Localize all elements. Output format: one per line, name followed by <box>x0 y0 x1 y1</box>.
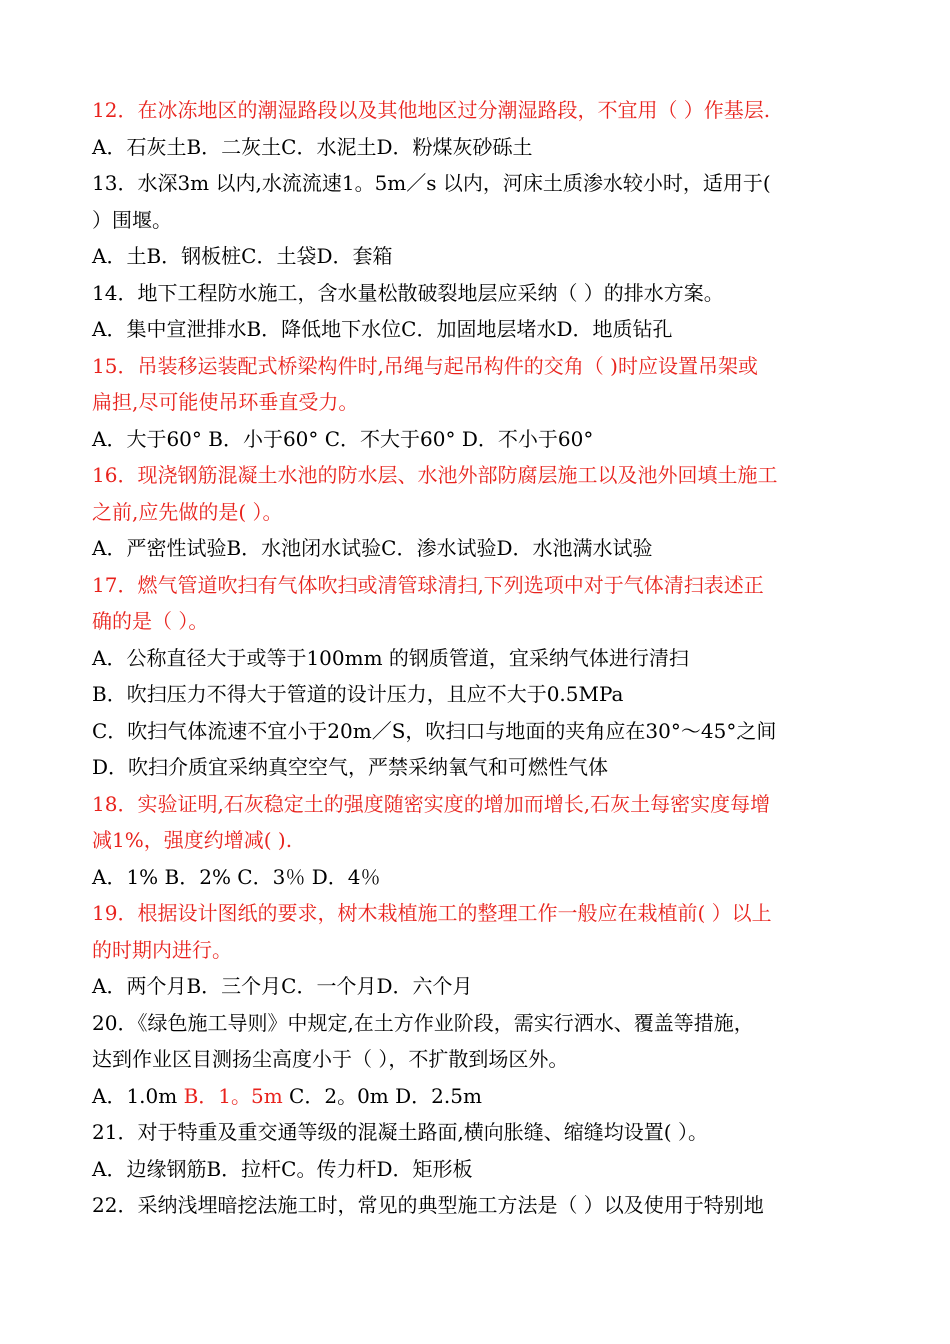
text-line: A．严密性试验B．水池闭水试验C．渗水试验D．水池满水试验 <box>92 536 653 560</box>
text-line: B．吹扫压力不得大于管道的设计压力，且应不大于0.5MPa <box>92 682 624 706</box>
text-line: 22．采纳浅埋暗挖法施工时，常见的典型施工方法是（ ）以及使用于特别地 <box>92 1193 764 1217</box>
text-line: A．石灰土B．二灰土C．水泥土D．粉煤灰砂砾土 <box>92 134 533 159</box>
text-line: A．公称直径大于或等于100mm 的钢质管道，宜采纳气体进行清扫 <box>92 645 689 670</box>
text-line: 21．对于特重及重交通等级的混凝土路面,横向胀缝、缩缝均设置( ）。 <box>92 1120 708 1144</box>
text-line: 确的是（ ）。 <box>92 609 209 633</box>
text-line: A．边缘钢筋B．拉杆C。传力杆D．矩形板 <box>92 1156 473 1181</box>
text-line: 之前,应先做的是( ）。 <box>92 499 283 524</box>
text-line: 16．现浇钢筋混凝土水池的防水层、水池外部防腐层施工以及池外回填土施工 <box>92 463 778 487</box>
text-line: A．大于60° B．小于60° C．不大于60° D．不小于60° <box>92 426 594 451</box>
text-line: A．土B．钢板桩C．土袋D．套箱 <box>92 244 393 268</box>
text-line: D．吹扫介质宜采纳真空空气，严禁采纳氧气和可燃性气体 <box>92 755 609 779</box>
text-line: 达到作业区目测扬尘高度小于（ ），不扩散到场区外。 <box>92 1047 569 1071</box>
text-line: A．集中宣泄排水B．降低地下水位C．加固地层堵水D．地质钻孔 <box>92 317 673 341</box>
text-line: 14．地下工程防水施工，含水量松散破裂地层应采纳（ ）的排水方案。 <box>92 280 724 305</box>
text-segment: A．1.0m <box>92 1083 184 1108</box>
text-segment: B．1。5m <box>183 1083 283 1108</box>
text-line: 12．在冰冻地区的潮湿路段以及其他地区过分潮湿路段，不宜用（ ）作基层. <box>92 98 771 122</box>
text-line: 20．《绿色施工导则》中规定,在土方作业阶段，需实行洒水、覆盖等措施， <box>92 1010 754 1035</box>
text-line: 15．吊装移运装配式桥梁构件时,吊绳与起吊构件的交角（ )时应设置吊架或 <box>92 353 758 378</box>
text-line: ）围堰。 <box>92 207 172 232</box>
text-line: 17．燃气管道吹扫有气体吹扫或清管球清扫,下列选项中对于气体清扫表述正 <box>92 572 764 597</box>
text-line: 扁担,尽可能使吊环垂直受力。 <box>92 390 359 414</box>
text-line: 19．根据设计图纸的要求，树木栽植施工的整理工作一般应在栽植前( ）以上 <box>92 901 772 925</box>
text-line: A．两个月B．三个月C．一个月D．六个月 <box>92 974 473 998</box>
document-page <box>92 92 862 1224</box>
text-line <box>92 1078 862 1115</box>
text-segment: C．2。0m D．2.5m <box>282 1083 482 1108</box>
text-line: C．吹扫气体流速不宜小于20m／S，吹扫口与地面的夹角应在30°～45°之间 <box>92 718 777 743</box>
text-line: 18．实验证明,石灰稳定土的强度随密实度的增加而增长,石灰土每密实度每增 <box>92 791 771 816</box>
text-line: 13．水深3m 以内,水流流速1。5m／s 以内，河床土质渗水较小时，适用于( <box>92 171 771 195</box>
text-line: A．1% B．2% C．3％ D．4％ <box>92 864 381 889</box>
text-line: 的时期内进行。 <box>92 937 232 962</box>
text-line: 减1%，强度约增减( ). <box>92 828 293 852</box>
